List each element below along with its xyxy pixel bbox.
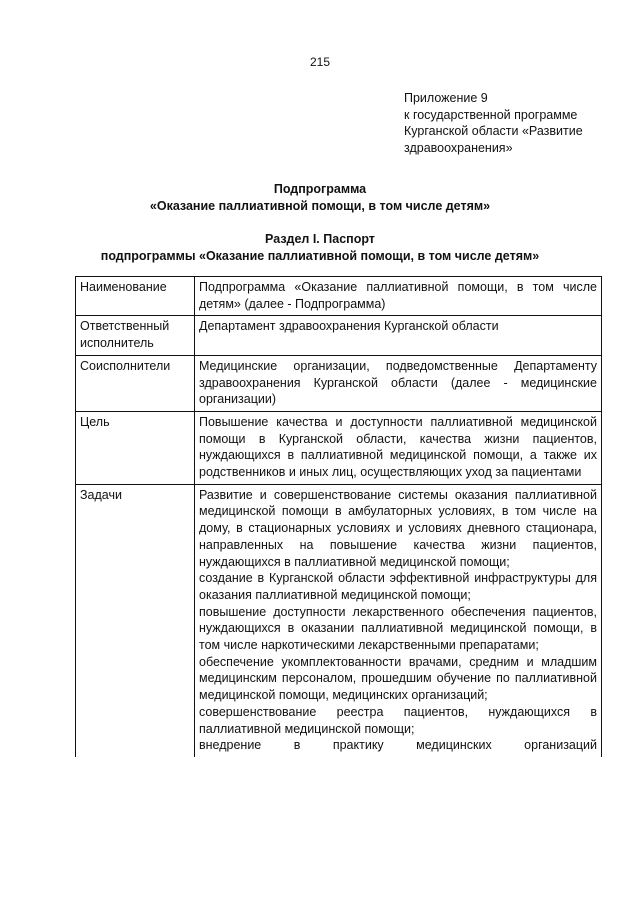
row-paragraph: обеспечение укомплектованности врачами, средним и младшим медицинским персоналом, прошедшим обучение по паллиативной медицинской помощи, медицинских организаций; bbox=[199, 654, 597, 703]
appendix-line: Приложение 9 bbox=[404, 91, 488, 105]
subprogram-heading: Подпрограмма bbox=[273, 182, 367, 196]
row-label: Наименование bbox=[76, 277, 195, 316]
subprogram-name: «Оказание паллиативной помощи, в том числе детям» bbox=[149, 199, 491, 213]
table-row bbox=[76, 277, 602, 316]
row-paragraph-continued: внедрение в практику медицинских организаций bbox=[199, 738, 597, 753]
row-value bbox=[195, 484, 602, 757]
table-row bbox=[76, 316, 602, 355]
row-value bbox=[195, 411, 602, 484]
row-paragraph: Повышение качества и доступности паллиативной медицинской помощи в Курганской области, качества жизни пациентов, нуждающихся в паллиативной медицинской помощи, а также их родственников и иных лиц, осуществляющих уход за пациентами bbox=[199, 414, 597, 480]
row-paragraph: Медицинские организации, подведомственные Департаменту здравоохранения Курганской области (далее - медицинские организации) bbox=[199, 358, 597, 407]
table-row bbox=[76, 355, 602, 411]
page-number: 215 bbox=[309, 55, 331, 69]
row-paragraph: совершенствование реестра пациентов, нуждающихся в паллиативной медицинской помощи; bbox=[199, 704, 597, 736]
section-title bbox=[0, 231, 640, 265]
row-label: Соисполнители bbox=[76, 355, 195, 411]
table-row bbox=[76, 484, 602, 757]
row-paragraph: повышение доступности лекарственного обеспечения пациентов, нуждающихся в оказании паллиативной медицинской помощи, в том числе наркотическими лекарственными препаратами; bbox=[199, 604, 597, 653]
passport-table bbox=[75, 276, 602, 757]
row-label: Ответственный исполнитель bbox=[76, 316, 195, 355]
appendix-line: к государственной программе bbox=[404, 107, 578, 122]
row-value bbox=[195, 355, 602, 411]
row-label: Задачи bbox=[76, 484, 195, 757]
row-label: Цель bbox=[76, 411, 195, 484]
row-paragraph: Развитие и совершенствование системы оказания паллиативной медицинской помощи в амбулаторных условиях, в том числе на дому, в стационарных условиях и условиях дневного стационара, направленных на повышение качества жизни пациентов, нуждающихся в паллиативной медицинской помощи; bbox=[199, 487, 597, 569]
row-value bbox=[195, 277, 602, 316]
row-value bbox=[195, 316, 602, 355]
row-paragraph: Подпрограмма «Оказание паллиативной помощи, в том числе детям» (далее - Подпрограмма) bbox=[199, 280, 597, 311]
row-paragraph: Департамент здравоохранения Курганской области bbox=[199, 319, 499, 334]
section-subheading: подпрограммы «Оказание паллиативной помощи, в том числе детям» bbox=[100, 249, 540, 263]
appendix-line: здравоохранения» bbox=[404, 140, 513, 155]
table-row bbox=[76, 411, 602, 484]
section-heading: Раздел I. Паспорт bbox=[265, 232, 375, 246]
appendix-line: Курганской области «Развитие bbox=[404, 124, 583, 138]
appendix-note bbox=[404, 90, 636, 156]
row-paragraph: создание в Курганской области эффективной инфраструктуры для оказания паллиативной медицинской помощи; bbox=[199, 571, 597, 602]
subprogram-title bbox=[0, 181, 640, 215]
